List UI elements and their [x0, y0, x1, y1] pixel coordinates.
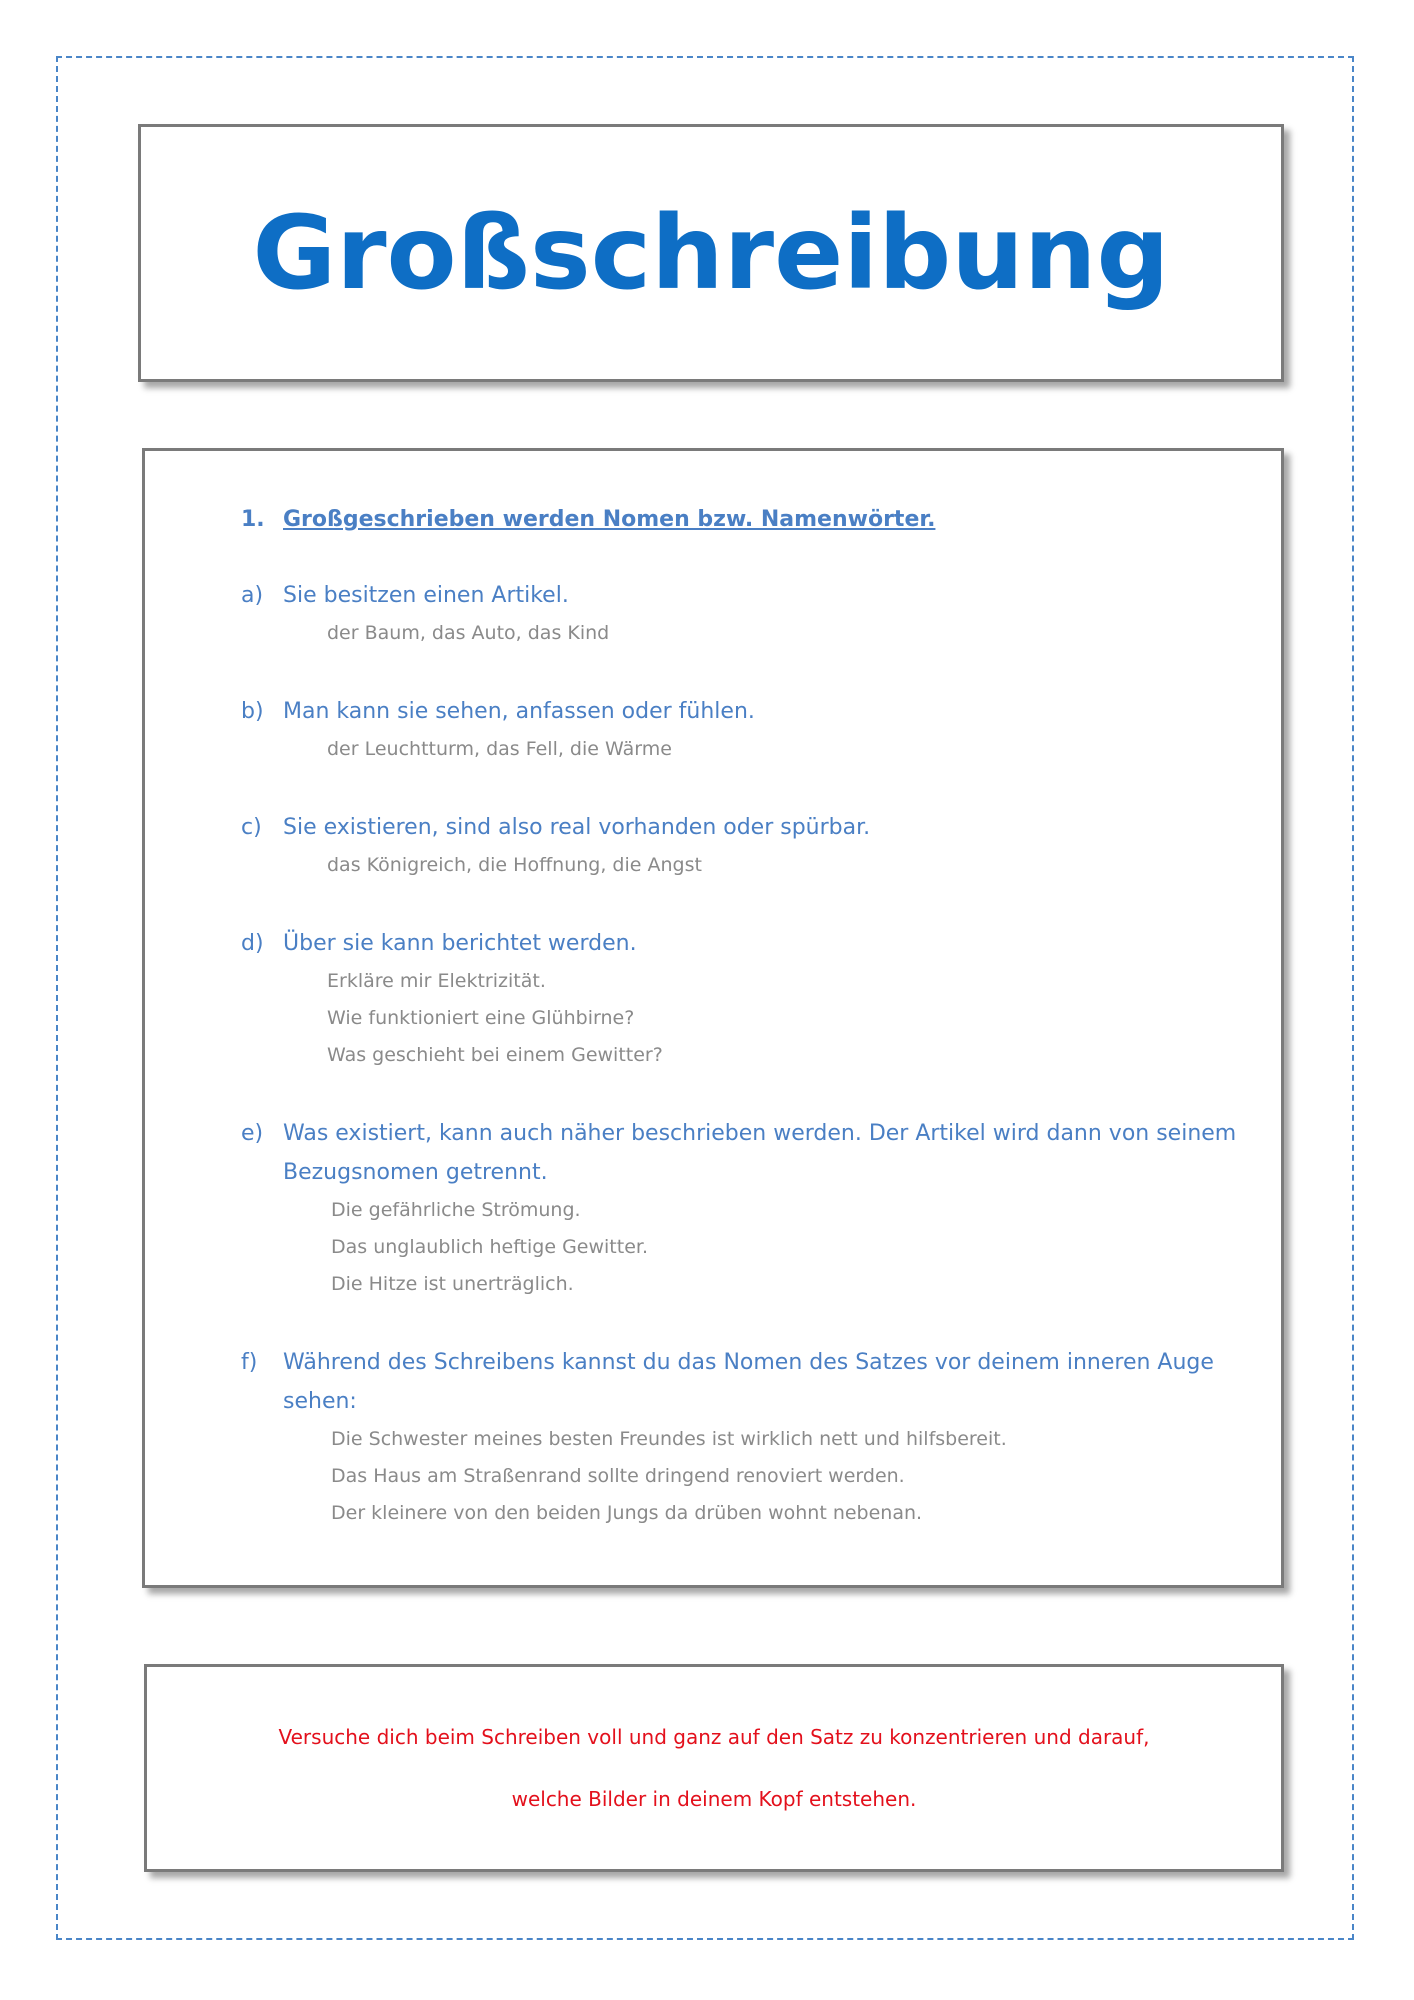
rule-examples — [241, 731, 1241, 768]
section-number: 1. — [241, 507, 265, 532]
rule-text: Während des Schreibens kannst du das Nomen des Satzes vor deinem inneren Auge sehen: — [283, 1350, 1214, 1414]
rule-letter: b) — [241, 699, 264, 724]
rule-c — [241, 808, 1241, 884]
rule-text: Sie besitzen einen Artikel. — [283, 583, 569, 608]
rule-examples — [241, 963, 1241, 1074]
rule-examples — [241, 847, 1241, 884]
example-line: Der kleinere von den beiden Jungs da drüben wohnt nebenan. — [331, 1502, 923, 1524]
note-line-2: welche Bilder in deinem Kopf entstehen. — [511, 1787, 917, 1811]
example-line: Erkläre mir Elektrizität. — [327, 970, 546, 992]
rules-list — [241, 507, 1241, 1572]
page-title: Großschreibung — [252, 193, 1170, 313]
example-line: der Baum, das Auto, das Kind — [327, 622, 610, 644]
example-line: Das Haus am Straßenrand sollte dringend renoviert werden. — [331, 1465, 905, 1487]
rule-text: Sie existieren, sind also real vorhanden oder spürbar. — [283, 815, 871, 840]
rule-letter: d) — [241, 931, 264, 956]
rules-box — [142, 448, 1284, 1588]
note-box — [144, 1664, 1284, 1872]
example-line: das Königreich, die Hoffnung, die Angst — [327, 854, 702, 876]
rule-d — [241, 924, 1241, 1074]
rule-b — [241, 692, 1241, 768]
example-line: Was geschieht bei einem Gewitter? — [327, 1044, 663, 1066]
rule-letter: c) — [241, 815, 262, 840]
rule-examples — [241, 1421, 1241, 1532]
rule-a — [241, 576, 1241, 652]
note-line-1: Versuche dich beim Schreiben voll und ganz auf den Satz zu konzentrieren und darauf, — [278, 1725, 1150, 1749]
example-line: Die gefährliche Strömung. — [331, 1199, 581, 1221]
rule-examples — [241, 1192, 1241, 1303]
rule-text: Man kann sie sehen, anfassen oder fühlen. — [283, 699, 755, 724]
rule-text: Über sie kann berichtet werden. — [283, 931, 637, 956]
title-box — [138, 124, 1284, 382]
rule-letter: e) — [241, 1121, 264, 1146]
rule-e — [241, 1114, 1241, 1303]
rule-letter: f) — [241, 1350, 258, 1375]
example-line: Die Schwester meines besten Freundes ist wirklich nett und hilfsbereit. — [331, 1428, 1007, 1450]
section-heading-text: Großgeschrieben werden Nomen bzw. Namenwörter. — [283, 507, 936, 532]
example-line: Die Hitze ist unerträglich. — [331, 1273, 574, 1295]
rule-examples — [241, 615, 1241, 652]
rule-text: Was existiert, kann auch näher beschrieben werden. Der Artikel wird dann von seinem Bezugsnomen getrennt. — [283, 1121, 1237, 1185]
section-heading — [241, 507, 1241, 532]
example-line: Das unglaublich heftige Gewitter. — [331, 1236, 648, 1258]
rule-f — [241, 1343, 1241, 1532]
example-line: Wie funktioniert eine Glühbirne? — [327, 1007, 635, 1029]
rule-letter: a) — [241, 583, 264, 608]
example-line: der Leuchtturm, das Fell, die Wärme — [327, 738, 672, 760]
